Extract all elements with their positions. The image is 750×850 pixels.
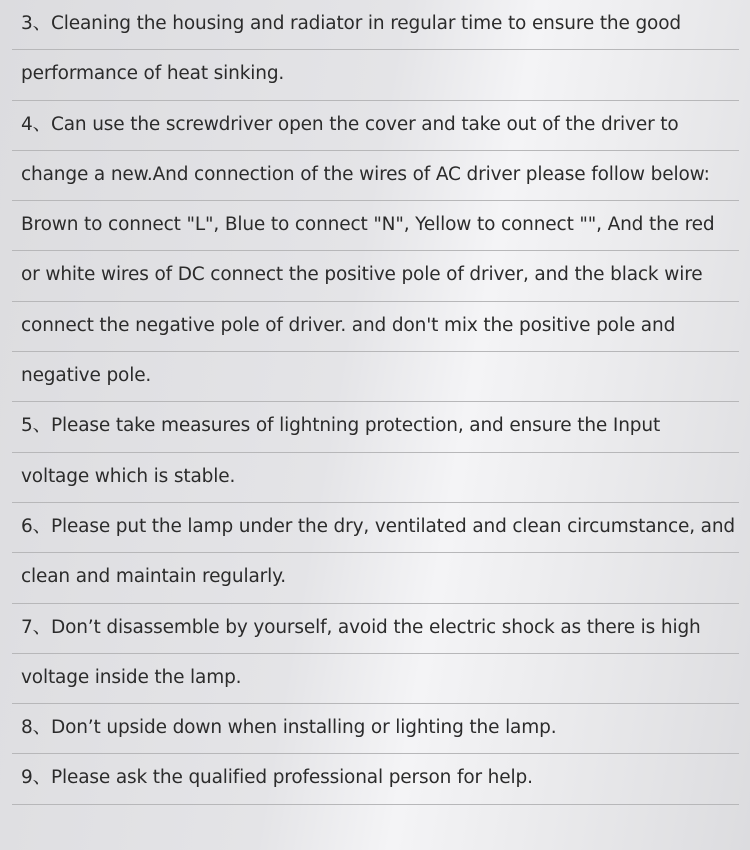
line-text: 4、Can use the screwdriver open the cover and take out of the driver to [21, 113, 679, 135]
instruction-line-6b [12, 553, 739, 603]
line-text: 8、Don’t upside down when installing or lighting the lamp. [21, 717, 557, 739]
instruction-line-4b [12, 151, 739, 201]
line-text: voltage which is stable. [21, 465, 236, 487]
line-text: negative pole. [21, 365, 152, 387]
line-text: 3、Cleaning the housing and radiator in regular time to ensure the good [21, 13, 681, 34]
instruction-line-3b [12, 50, 739, 100]
line-text: 7、Don’t disassemble by yourself, avoid the electric shock as there is high [21, 616, 701, 638]
line-text: 5、Please take measures of lightning protection, and ensure the Input [21, 415, 661, 437]
instruction-line-4c [12, 201, 739, 251]
instruction-line-4f [12, 352, 739, 402]
line-text: or white wires of DC connect the positive pole of driver, and the black wire [21, 264, 703, 286]
instruction-line-4e [12, 302, 739, 352]
instruction-line-3a [12, 0, 739, 50]
instruction-line-4d [12, 251, 739, 301]
instruction-line-9 [12, 754, 739, 804]
instruction-list [12, 0, 739, 805]
line-text: 9、Please ask the qualified professional person for help. [21, 767, 533, 789]
instruction-line-4a [12, 101, 739, 151]
line-text: voltage inside the lamp. [21, 666, 242, 688]
line-text: 6、Please put the lamp under the dry, ventilated and clean circumstance, and [21, 515, 735, 537]
line-text: Brown to connect "L", Blue to connect "N", Yellow to connect "", And the red [21, 214, 715, 236]
instruction-line-5a [12, 402, 739, 452]
line-text: performance of heat sinking. [21, 63, 285, 85]
line-text: change a new.And connection of the wires of AC driver please follow below: [21, 163, 710, 185]
line-text: connect the negative pole of driver. and don't mix the positive pole and [21, 314, 676, 336]
instruction-line-7a [12, 604, 739, 654]
instruction-line-8 [12, 704, 739, 754]
line-text: clean and maintain regularly. [21, 566, 286, 588]
instruction-line-7b [12, 654, 739, 704]
instruction-line-6a [12, 503, 739, 553]
instruction-line-5b [12, 453, 739, 503]
